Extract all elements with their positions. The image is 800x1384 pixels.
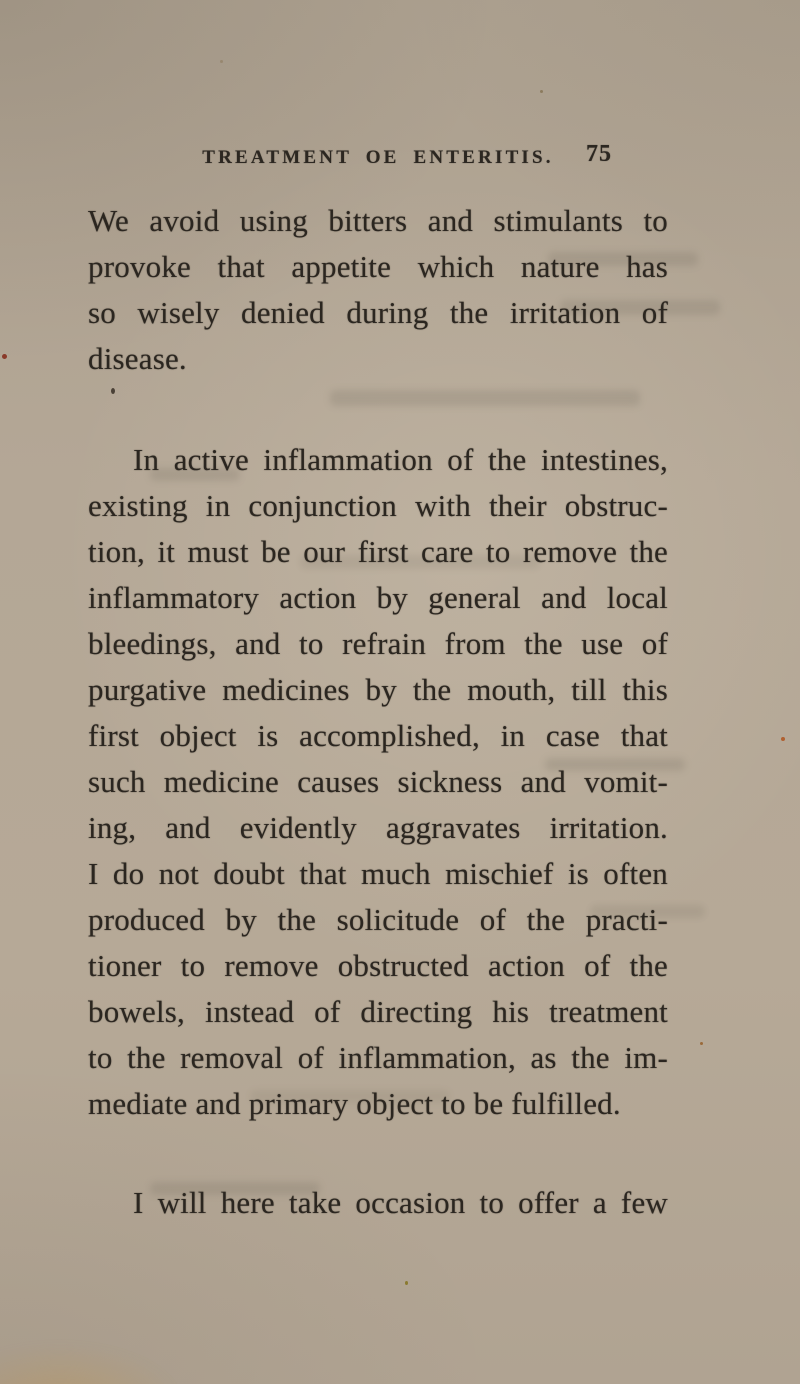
paper-speck: [405, 1281, 408, 1285]
text-line: produced by the solicitude of the practi-: [88, 902, 668, 937]
running-title: TREATMENT OE ENTERITIS.: [202, 147, 554, 168]
text-line: so wisely denied during the irritation of: [88, 295, 668, 330]
text-line: existing in conjunction with their obstruc-: [88, 488, 668, 523]
text-line: mediate and primary object to be fulfilled.: [88, 1086, 621, 1121]
paragraph: [88, 437, 668, 1127]
page-number: 75: [586, 141, 612, 167]
paper-speck: [700, 1042, 703, 1045]
text-line: bowels, instead of directing his treatment: [88, 994, 668, 1029]
text-line: ing, and evidently aggravates irritation.: [88, 810, 668, 845]
paper-speck: [111, 388, 115, 394]
paper-speck: [540, 90, 543, 93]
text-line: such medicine causes sickness and vomit-: [88, 764, 668, 799]
page-header: [88, 141, 668, 175]
text-line: We avoid using bitters and stimulants to: [88, 203, 668, 238]
paragraph: [88, 198, 668, 382]
text-line: tion, it must be our first care to remove the: [88, 534, 668, 569]
paper-speck: [2, 354, 7, 359]
text-line: provoke that appetite which nature has: [88, 249, 668, 284]
text-line: I will here take occasion to offer a few: [133, 1185, 668, 1220]
text-line: bleedings, and to refrain from the use of: [88, 626, 668, 661]
text-line: disease.: [88, 341, 187, 376]
paper-speck: [781, 737, 785, 741]
text-line: inflammatory action by general and local: [88, 580, 668, 615]
show-through-smudge: [330, 390, 640, 406]
text-line: I do not doubt that much mischief is often: [88, 856, 668, 891]
paragraph: [88, 1180, 668, 1226]
text-line: tioner to remove obstructed action of the: [88, 948, 668, 983]
paper-speck: [220, 60, 223, 63]
text-line: first object is accomplished, in case that: [88, 718, 668, 753]
text-line: to the removal of inflammation, as the im-: [88, 1040, 668, 1075]
text-line: In active inflammation of the intestines,: [133, 442, 668, 477]
text-line: purgative medicines by the mouth, till this: [88, 672, 668, 707]
paper-stain: [0, 1338, 192, 1384]
